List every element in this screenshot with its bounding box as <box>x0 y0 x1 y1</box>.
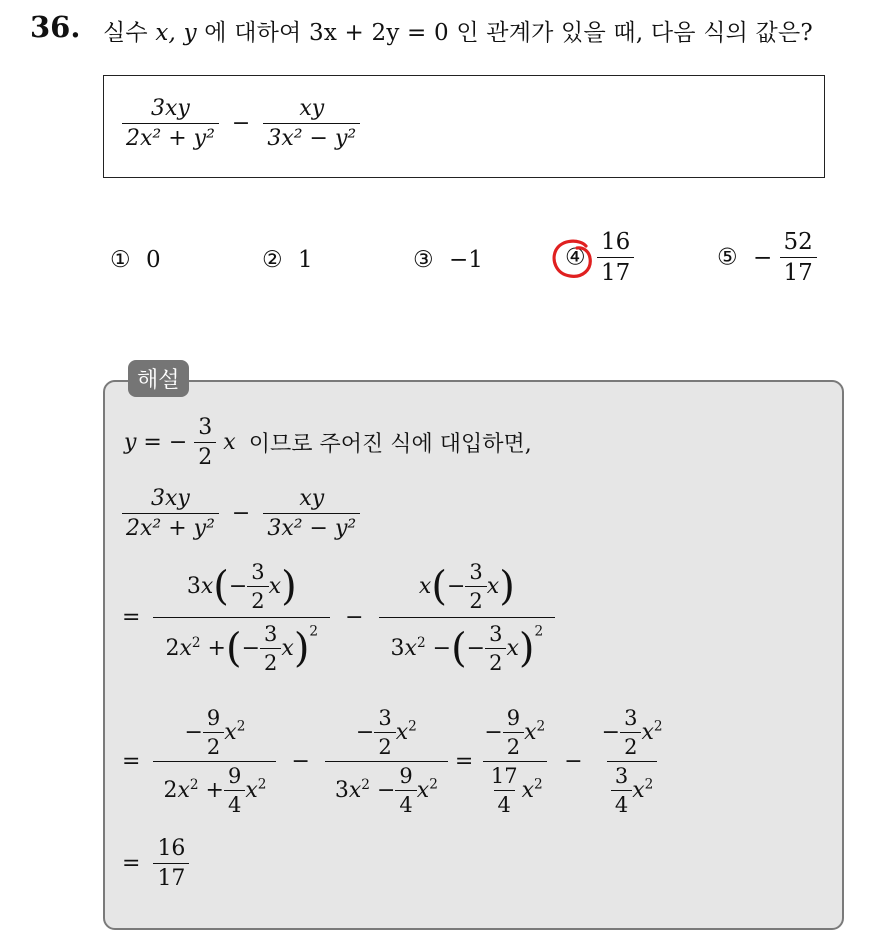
choice-5-denominator: 17 <box>780 257 817 286</box>
choice-3[interactable] <box>413 247 483 273</box>
sol-line4-three: 3 <box>614 764 629 788</box>
solution-line-3 <box>122 560 555 675</box>
sol-result-den: 17 <box>153 863 189 891</box>
expr-frac2-denominator: 3x² − y² <box>263 123 360 151</box>
choice-5-fraction <box>780 229 817 286</box>
sol-expr-f2-num: xy <box>299 486 325 511</box>
choice-4-denominator: 17 <box>597 257 634 286</box>
sol-expr-f1-num: 3xy <box>151 486 190 511</box>
sol-expr-fraction-1 <box>122 486 219 541</box>
question-text-mid: 에 대하여 <box>204 20 302 46</box>
expression <box>122 96 360 151</box>
sol-line4-four: 4 <box>224 790 245 817</box>
expr-frac1-numerator: 3xy <box>151 96 190 121</box>
choice-1[interactable] <box>110 247 161 273</box>
choice-5-numerator: 52 <box>783 229 813 255</box>
question-var-y: y <box>183 20 197 46</box>
choice-2-marker: ② <box>262 247 283 273</box>
solution-line-1 <box>124 415 532 470</box>
solution-line-4: = − $\frac{9}{2}$ $x^2$ $2x^2$ + $\frac{9}{4}$ $x^2$ − − $\frac{3}{2}$ $x^2$ $3x^2$ − $\frac{9}{4}$ $x^2$ = − $\frac{9}{2}$ $x^2$ $\frac{17}{4}$ $x^2$ − − $\frac{3}{2}$ $x^2$ $\frac{3}{4}$ $x^2$ <box>122 706 667 817</box>
choice-4-fraction <box>597 229 634 286</box>
sol-line4-nine: 9 <box>206 706 221 730</box>
sol-line3-f1-num: 3x(− $\frac{3}{2}$ x) <box>186 560 297 613</box>
sol-line3-eq: = <box>122 605 141 630</box>
sol-line4-two: 2 <box>203 732 224 759</box>
sol-line1-fraction <box>194 415 216 470</box>
sol-line3-f2-den: $3x^2$ −(− $\frac{3}{2}$ x)$^2$ <box>379 617 556 675</box>
sol-result-fraction <box>153 836 189 891</box>
sol-line4-fraction-3: − $\frac{9}{2}$ $x^2$ $\frac{17}{4}$ $x^2$ <box>484 706 546 817</box>
solution-label: 해설 <box>128 360 189 397</box>
sol-line3-three: 3 <box>186 574 201 599</box>
solution-result <box>122 836 189 891</box>
expr-operator: − <box>231 110 251 136</box>
choice-5-marker: ⑤ <box>717 244 738 271</box>
choice-1-value: 0 <box>145 247 161 273</box>
sol-result-eq: = <box>122 851 141 876</box>
question-text-post: 인 관계가 있을 때, 다음 식의 값은? <box>456 20 813 46</box>
sol-line1-num: 3 <box>198 415 213 440</box>
sol-expr-f2-den: 3x² − y² <box>263 513 360 541</box>
sol-result-num: 16 <box>157 836 186 861</box>
expr-fraction-2 <box>263 96 360 151</box>
sol-line3-f1-den: $2x^2$ +(− $\frac{3}{2}$ x)$^2$ <box>153 617 330 675</box>
choice-3-marker: ③ <box>413 247 434 273</box>
solution-line-2 <box>122 486 360 541</box>
selection-circle-mark <box>550 236 598 284</box>
choice-4-numerator: 16 <box>600 229 631 255</box>
expr-fraction-1 <box>122 96 219 151</box>
expr-frac1-denominator: 2x² + y² <box>122 123 219 151</box>
sol-line1-var: x <box>223 430 236 455</box>
sol-line4-fraction-1: − $\frac{9}{2}$ $x^2$ $2x^2$ + $\frac{9}{4}$ $x^2$ <box>153 706 276 817</box>
question-text-pre: 실수 <box>103 20 148 46</box>
choice-5-sign: − <box>752 244 773 271</box>
sol-line3-half-den: 2 <box>247 586 268 613</box>
sol-line3-half-num: 3 <box>251 560 265 584</box>
sol-line4-fraction-2: − $\frac{3}{2}$ $x^2$ $3x^2$ − $\frac{9}{4}$ $x^2$ <box>325 706 448 817</box>
choice-4-marker: ④ <box>565 244 586 271</box>
question-text <box>103 14 813 47</box>
question-number: 36. <box>30 10 81 44</box>
question-var-x: x, <box>155 20 177 46</box>
question-condition: 3x + 2y = 0 <box>308 20 449 46</box>
sol-expr-f1-den: 2x² + y² <box>122 513 219 541</box>
sol-line3-op: − <box>345 605 364 630</box>
sol-line3-fraction-2 <box>379 560 556 675</box>
sol-line3-fraction-1 <box>153 560 330 675</box>
choice-1-marker: ① <box>110 247 131 273</box>
sol-line1-pre: y = − <box>124 430 188 455</box>
choice-2[interactable] <box>262 247 313 273</box>
sol-line1-text: 이므로 주어진 식에 대입하면, <box>248 432 532 457</box>
expr-frac2-numerator: xy <box>299 96 325 121</box>
choice-2-value: 1 <box>297 247 313 273</box>
sol-line1-den: 2 <box>194 442 216 470</box>
sol-expr-fraction-2 <box>263 486 360 541</box>
sol-expr-op: − <box>231 500 251 526</box>
choice-3-value: −1 <box>448 247 483 273</box>
sol-line3-f2-num: x(− $\frac{3}{2}$ x) <box>418 560 515 613</box>
sol-line4-seventeen: 17 <box>490 764 518 788</box>
choice-5[interactable] <box>717 229 817 286</box>
sol-line4-fraction-4: − $\frac{3}{2}$ $x^2$ $\frac{3}{4}$ $x^2$ <box>601 706 663 817</box>
